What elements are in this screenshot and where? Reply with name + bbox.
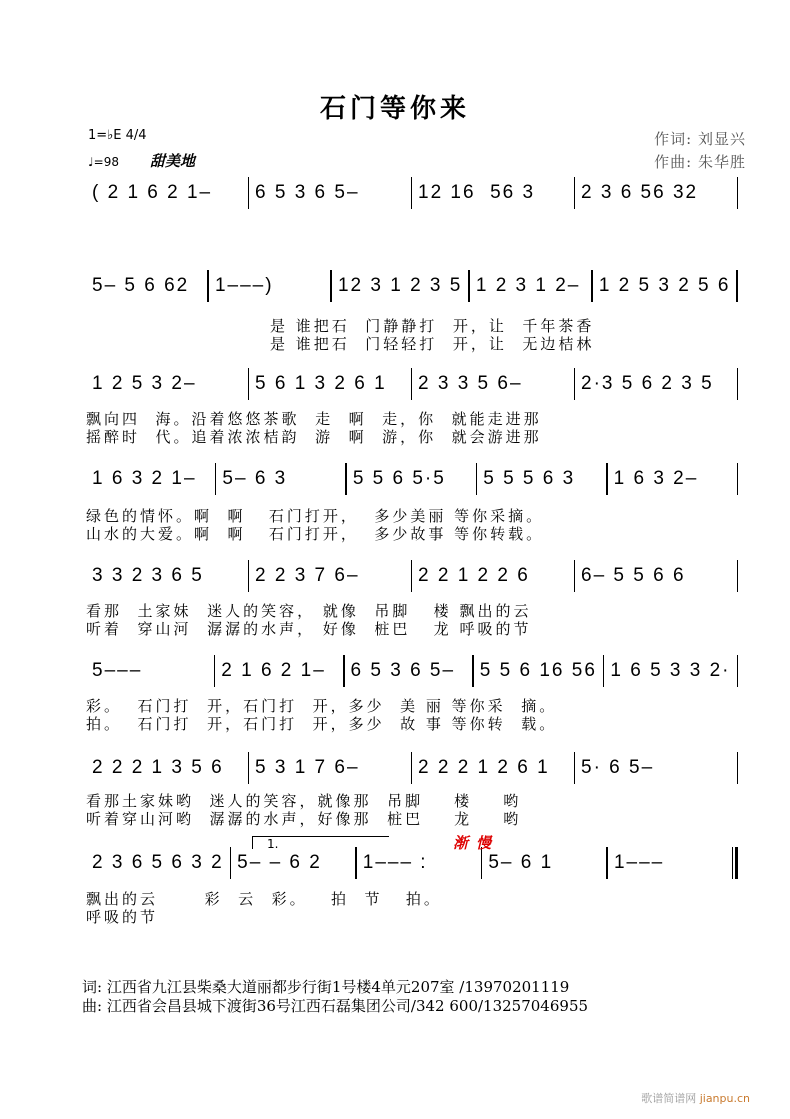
composer-address: 曲: 江西省会昌县城下渡街36号江西石磊集团公司/342 600/13257046955	[82, 997, 589, 1015]
lyric-line: 是 谁把石 门轻轻打 开，让 无边桔林	[270, 335, 595, 353]
composer-credit: 作曲: 朱华胜	[654, 153, 746, 171]
measure: 5–––	[92, 660, 143, 681]
staff-row	[86, 656, 738, 686]
bar-line	[737, 560, 739, 592]
measure: 1–––	[613, 852, 665, 873]
measure: 5– – 6 2	[237, 852, 322, 873]
lyric-line: 拍。 石门打 开，石门打 开，多少 故 事 等你转 载。	[86, 715, 558, 733]
bar-line	[736, 270, 738, 302]
lyric-line: 飘出的云 彩 云 彩。 拍 节 拍。	[86, 890, 442, 908]
measure: 2 2 3 7 6–	[255, 565, 360, 586]
measure: 5 5 5 6 3	[483, 468, 576, 489]
measure: 1 6 3 2 1–	[92, 468, 197, 489]
volta-bracket: 1.	[252, 836, 389, 849]
measure: 12 3 1 2 3 5	[337, 275, 463, 296]
bar-line	[737, 177, 739, 209]
measure: 1 2 5 3 2–	[92, 373, 197, 394]
staff-row	[86, 848, 738, 878]
measure: 1 2 3 1 2–	[475, 275, 581, 296]
measure: 1––– :	[362, 852, 428, 873]
ritardando-marking: 渐慢	[453, 834, 500, 852]
staff-row	[86, 753, 738, 783]
final-bar-line	[732, 847, 738, 879]
expression-marking: 甜美地	[150, 152, 196, 170]
measure: 2 3 6 5 6 3 2	[92, 852, 224, 873]
lyric-line: 彩。 石门打 开，石门打 开，多少 美 丽 等你采 摘。	[86, 697, 558, 715]
lyric-line: 飘向四 海。沿着悠悠茶歌 走 啊 走，你 就能走进那	[86, 410, 542, 428]
measure: 5– 5 6 62	[92, 275, 190, 296]
measure: 5· 6 5–	[581, 757, 655, 778]
measure: 1–––)	[214, 275, 274, 296]
measure: 1 6 3 2–	[613, 468, 699, 489]
lyricist-credit: 作词: 刘显兴	[654, 130, 746, 148]
measure: 6 5 3 6 5–	[255, 182, 360, 203]
measure: 2 2 2 1 2 6 1	[418, 757, 550, 778]
bar-line	[737, 463, 739, 495]
key-signature: 1=♭E 4/4	[88, 128, 147, 143]
lyric-line: 摇醉时 代。追着浓浓桔韵 游 啊 游，你 就会游进那	[86, 428, 542, 446]
tempo-marking: ♩=98	[88, 155, 119, 169]
lyricist-address: 词: 江西省九江县柴桑大道丽都步行街1号楼4单元207室 /13970201119	[82, 978, 570, 996]
staff-row	[86, 178, 738, 208]
measure: 3 3 2 3 6 5	[92, 565, 204, 586]
measure: 1 6 5 3 3 2·	[610, 660, 731, 681]
measure: 2 3 3 5 6–	[418, 373, 523, 394]
measure: 2 2 1 2 2 6	[418, 565, 530, 586]
staff-row	[86, 464, 738, 494]
measure: 12 16 56 3	[418, 182, 536, 203]
measure: 5 3 1 7 6–	[255, 757, 360, 778]
bar-line	[737, 655, 739, 687]
lyric-line: 绿色的情怀。啊 啊 石门打开， 多少美丽 等你采摘。	[86, 507, 545, 525]
lyric-line: 听着穿山河哟 潺潺的水声，好像那 桩巴 龙 哟	[86, 810, 522, 828]
measure: ( 2 1 6 2 1–	[92, 182, 213, 203]
staff-row	[86, 561, 738, 591]
measure: 5 6 1 3 2 6 1	[255, 373, 387, 394]
lyric-line: 看那土家妹哟 迷人的笑容，就像那 吊脚 楼 哟	[86, 792, 522, 810]
measure: 1 2 5 3 2 5 6	[598, 275, 731, 296]
measure: 5 5 6 5·5	[352, 468, 446, 489]
measure: 2 1 6 2 1–	[221, 660, 326, 681]
watermark: 歌谱简谱网 jianpu.cn	[641, 1092, 750, 1105]
staff-row	[86, 271, 738, 301]
measure: 5– 6 3	[222, 468, 288, 489]
measure: 2 2 2 1 3 5 6	[92, 757, 224, 778]
measure: 2 3 6 56 32	[581, 182, 699, 203]
staff-row	[86, 369, 738, 399]
lyric-line: 呼吸的节	[86, 908, 159, 926]
bar-line	[737, 368, 739, 400]
lyric-line: 听着 穿山河 潺潺的水声， 好像 桩巴 龙 呼吸的节	[86, 620, 532, 638]
measure: 2·3 5 6 2 3 5	[581, 373, 714, 394]
bar-line	[737, 752, 739, 784]
measure: 5 5 6 16 56	[479, 660, 597, 681]
measure: 6– 5 5 6 6	[581, 565, 686, 586]
lyric-line: 山水的大爱。啊 啊 石门打开， 多少故事 等你转载。	[86, 525, 545, 543]
lyric-line: 看那 土家妹 迷人的笑容， 就像 吊脚 楼 飘出的云	[86, 602, 532, 620]
lyric-line: 是 谁把石 门静静打 开，让 千年茶香	[270, 317, 595, 335]
measure: 5– 6 1	[488, 852, 554, 873]
measure: 6 5 3 6 5–	[350, 660, 456, 681]
song-title: 石门等你来	[319, 94, 470, 124]
